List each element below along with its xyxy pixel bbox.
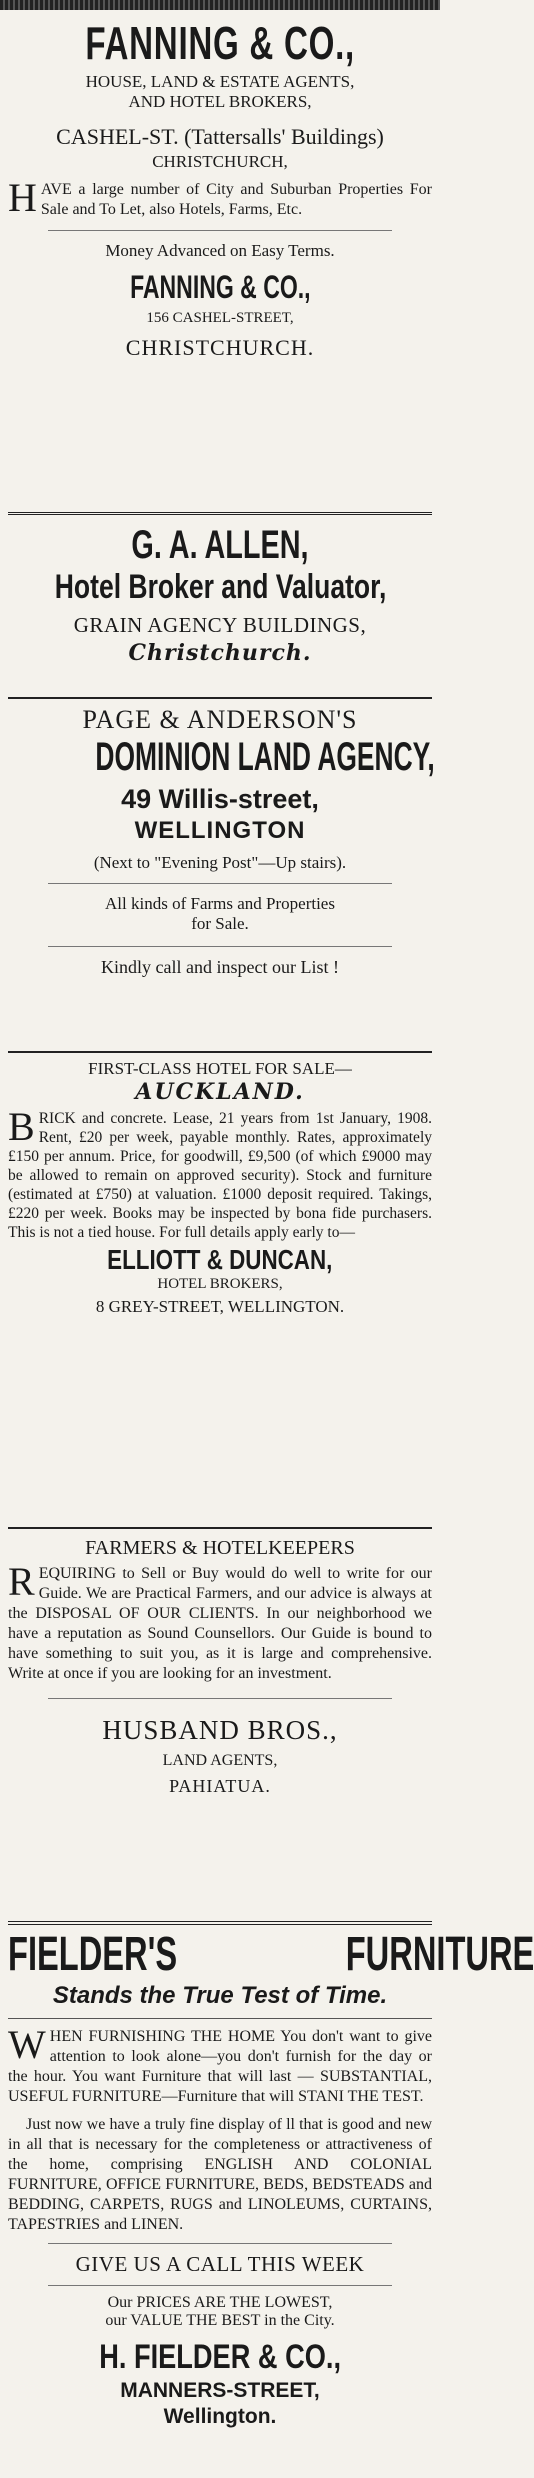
ad-allen-city: Christchurch. [128,640,312,666]
ad-fielder-prices-2: our VALUE THE BEST in the City. [105,2312,335,2329]
divider [8,512,432,515]
ad-hotel-sale [8,1059,432,1517]
ad-fielder-prices-1: Our PRICES ARE THE LOWEST, [107,2294,333,2311]
ad-hotel-sale-firm: ELLIOTT & DUNCAN, [107,1244,333,1275]
ad-fielder-street: MANNERS-STREET, [120,2379,320,2402]
divider [48,2243,392,2244]
ad-fielder [8,1927,534,2429]
ad-fielder-firm: H. FIELDER & CO., [99,2338,341,2376]
ad-hotel-sale-address: 8 GREY-STREET, WELLINGTON. [95,1297,345,1316]
divider [8,1921,432,1925]
ad-page-anderson-farms-1: All kinds of Farms and Properties [105,894,335,913]
ad-hotel-sale-headline: FIRST-CLASS HOTEL FOR SALE— [88,1059,352,1078]
ad-hotel-sale-dropcap: B [8,1104,35,1149]
ad-page-anderson-note: (Next to "Evening Post"—Up stairs). [93,853,347,872]
ad-fanning-money: Money Advanced on Easy Terms. [105,241,335,260]
ad-fielder-title [8,1927,534,1982]
ad-fanning-city-2: CHRISTCHURCH. [125,335,315,360]
ad-hotel-sale-place: AUCKLAND. [135,1079,305,1105]
ad-page-anderson-call: Kindly call and inspect our List ! [101,957,339,977]
ad-allen-address: GRAIN AGENCY BUILDINGS, [73,613,367,637]
divider [8,1527,432,1529]
ad-husband-firm: HUSBAND BROS., [102,1715,338,1745]
ad-allen [8,523,432,687]
ad-fielder-tagline: Stands the True Test of Time. [52,1982,388,2009]
ad-fanning [8,16,432,512]
ad-page-anderson [8,705,435,1041]
ad-hotel-sale-body: RICK and concrete. Lease, 21 years from 1st January, 1908. Rent, £20 per week, payable monthly. Rates, approximately £150 per annum. Price, for goodwill, £9,500 (of which £9000 may be allowed to remain on approved security). Stock and furniture (estimated at £750) at valuation. £1000 deposit required. Takings, £220 per week. Books may be inspected by bona fide purchasers. This is not a tied house. For full details apply early to— [8,1110,432,1241]
ad-fanning-city: CHRISTCHURCH, [152,152,288,171]
ad-allen-subtitle: Hotel Broker and Valuator, [54,568,387,606]
ad-fielder-para-1: HEN FURNISHING THE HOME You don't want to give attention to look alone—you don't furnish for the day or the hour. You want Furniture that will last — SUBSTANTIAL, USEFUL FURNITURE—Furniture that will STANI THE TEST. [8,2028,432,2105]
ad-fanning-body-block [8,175,432,220]
ad-husband-body-block [8,1559,432,1684]
ad-fielder-city: Wellington. [163,2405,277,2428]
ad-husband-dropcap: R [8,1559,35,1604]
divider [48,1698,392,1699]
top-border [0,0,440,10]
divider [8,1051,432,1053]
ad-page-anderson-agency: DOMINION LAND AGENCY, [95,735,435,779]
ad-fielder-para-2: Just now we have a truly fine display of ll that is good and new in all that is necessary for the completeness or attractiveness of the home, comprising ENGLISH AND COLONIAL FURNITURE, OFFICE FURNITURE, BEDS, BEDSTEADS and BEDDING, CARPETS, RUGS and LINOLEUMS, CURTAINS, TAPESTRIES and LINEN. [8,2116,432,2233]
ad-husband-body: EQUIRING to Sell or Buy would do well to write for our Guide. We are Practical Farmers, and our advice is always at the DISPOSAL OF OUR CLIENTS. In our neighborhood we have a reputation as Sound Counsellors. Our Guide is bound to have something to suit you, as it is large and comprehensive. Write at once if you are looking for an investment. [8,1565,432,1682]
ad-fanning-address: CASHEL-ST. (Tattersalls' Buildings) [56,124,384,149]
ad-allen-title: G. A. ALLEN, [131,523,309,567]
ad-page-anderson-street: 49 Willis-street, [121,784,319,814]
ad-husband [8,1537,432,1921]
ad-husband-city: PAHIATUA. [169,1776,271,1796]
divider [48,230,392,231]
ad-husband-headline: FARMERS & HOTELKEEPERS [85,1537,355,1559]
ad-fielder-dropcap: W [8,2022,46,2067]
ad-fanning-address-2: 156 CASHEL-STREET, [146,310,294,326]
ad-fanning-title: FANNING & CO., [85,17,355,69]
ad-fanning-title-2: FANNING & CO., [129,269,311,305]
divider [48,2285,392,2286]
divider [48,946,392,947]
ad-fielder-call: GIVE US A CALL THIS WEEK [75,2252,365,2276]
ad-page-anderson-city: WELLINGTON [134,817,306,844]
ad-fielder-para-1-block [8,2022,432,2107]
ad-husband-role: LAND AGENTS, [162,1752,278,1769]
ad-fielder-title-left: FIELDER'S [8,1928,178,1981]
ad-page-anderson-title: PAGE & ANDERSON'S [82,705,358,734]
ad-hotel-sale-body-block [8,1104,432,1242]
ad-fanning-body: AVE a large number of City and Suburban Properties For Sale and To Let, also Hotels, Farms, Etc. [40,181,432,218]
ad-hotel-sale-role: HOTEL BROKERS, [157,1276,283,1292]
divider [8,2018,432,2019]
ad-page-anderson-farms-2: for Sale. [191,914,249,933]
ad-fanning-subtitle-1: HOUSE, LAND & ESTATE AGENTS, [85,72,355,91]
divider [8,697,432,699]
divider [48,883,392,884]
ad-fanning-dropcap: H [8,175,37,220]
ad-fielder-title-right: FURNITURE [345,1928,534,1981]
ad-fanning-subtitle-2: AND HOTEL BROKERS, [128,92,312,111]
